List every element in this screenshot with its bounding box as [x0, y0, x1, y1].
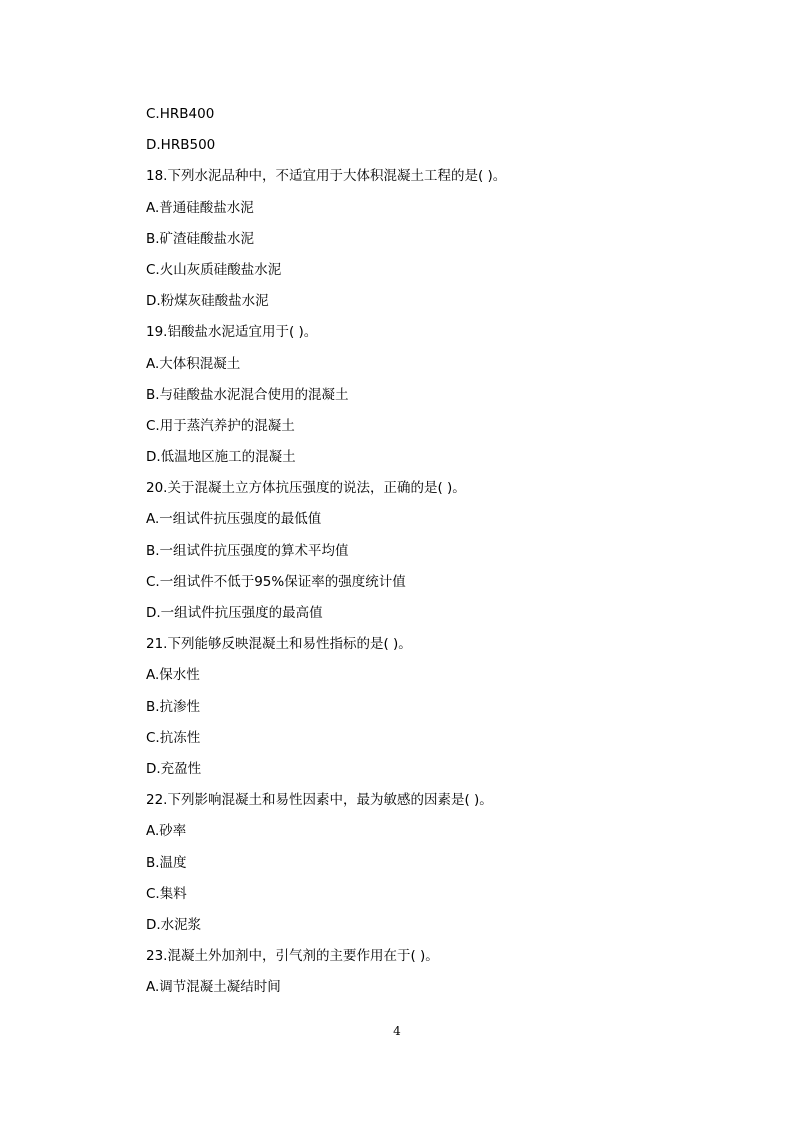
option-line: D.充盈性 — [146, 760, 202, 777]
option-line: B.与硅酸盐水泥混合使用的混凝土 — [146, 386, 349, 403]
question-line: 20.关于混凝土立方体抗压强度的说法，正确的是( )。 — [146, 480, 466, 497]
option-line: B.矿渣硅酸盐水泥 — [146, 230, 255, 247]
option-line: C.一组试件不低于95%保证率的强度统计值 — [146, 573, 406, 590]
option-line: D.粉煤灰硅酸盐水泥 — [146, 293, 269, 310]
option-line: A.大体积混凝土 — [146, 355, 241, 372]
question-line: 21.下列能够反映混凝土和易性指标的是( )。 — [146, 636, 412, 653]
question-line: 22.下列影响混凝土和易性因素中，最为敏感的因素是( )。 — [146, 792, 493, 809]
page-number: 4 — [393, 1024, 401, 1038]
option-line: A.一组试件抗压强度的最低值 — [146, 511, 322, 528]
option-line: C.抗冻性 — [146, 729, 201, 746]
option-line: D.低温地区施工的混凝土 — [146, 449, 296, 466]
option-line: B.一组试件抗压强度的算术平均值 — [146, 542, 349, 559]
option-line: D.水泥浆 — [146, 916, 202, 933]
option-line: D.一组试件抗压强度的最高值 — [146, 605, 323, 621]
option-line: C.火山灰质硅酸盐水泥 — [146, 261, 282, 278]
option-line: C.HRB400 — [146, 106, 215, 122]
question-line: 18.下列水泥品种中，不适宜用于大体积混凝土工程的是( )。 — [146, 168, 507, 185]
option-line: D.HRB500 — [146, 137, 216, 154]
option-line: A.保水性 — [146, 667, 200, 684]
option-line: B.抗渗性 — [146, 698, 201, 715]
option-line: C.集料 — [146, 885, 187, 902]
question-line: 23.混凝土外加剂中，引气剂的主要作用在于( )。 — [146, 948, 439, 965]
option-line: A.普通硅酸盐水泥 — [146, 199, 254, 216]
option-line: A.砂率 — [146, 823, 187, 840]
option-line: A.调节混凝土凝结时间 — [146, 979, 281, 996]
question-line: 19.铝酸盐水泥适宜用于( )。 — [146, 324, 318, 341]
option-line: C.用于蒸汽养护的混凝土 — [146, 417, 295, 434]
document-body — [146, 104, 706, 1008]
option-line: B.温度 — [146, 854, 187, 871]
